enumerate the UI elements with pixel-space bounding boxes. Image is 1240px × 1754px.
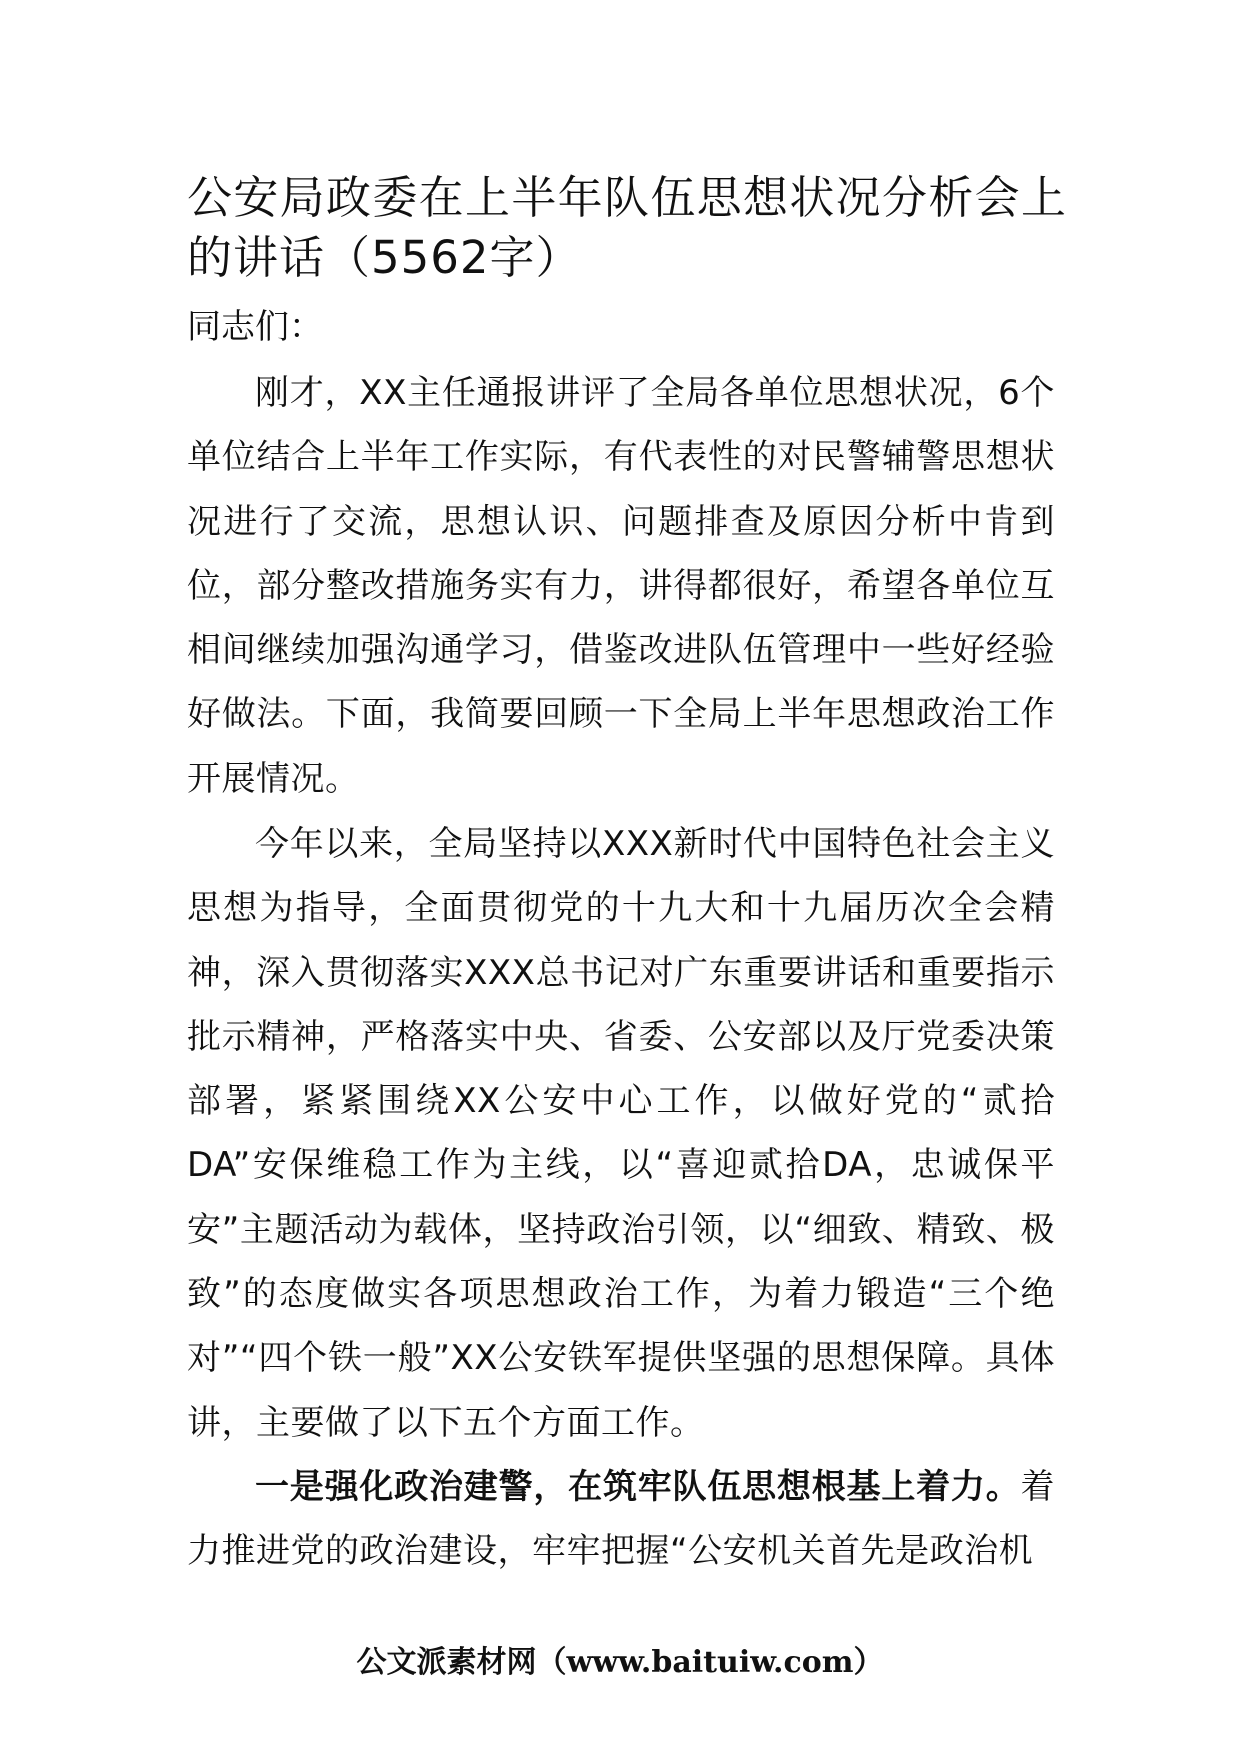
paragraph: 刚才，XX主任通报讲评了全局各单位思想状况，6个单位结合上半年工作实际，有代表性的对民警辅警思想状况进行了交流，思想认识、问题排查及原因分析中肯到位，部分整改措施务实有力，讲得都很好，希望各单位互相间继续加强沟通学习，借鉴改进队伍管理中一些好经验好做法。下面，我简要回顾一下全局上半年思想政治工作开展情况。	[187, 373, 1055, 799]
footer-watermark: 公文派素材网（www.baituiw.com）	[356, 1645, 884, 1680]
paragraph: 今年以来，全局坚持以XXX新时代中国特色社会主义思想为指导，全面贯彻党的十九大和十九届历次全会精神，深入贯彻落实XXX总书记对广东重要讲话和重要指示批示精神，严格落实中央、省委、公安部以及厅党委决策部署，紧紧围绕XX公安中心工作，以做好党的“贰拾DA”安保维稳工作为主线，以“喜迎贰拾DA，忠诚保平安”主题活动为载体，坚持政治引领，以“细致、精致、极致”的态度做实各项思想政治工作，为着力锻造“三个绝对”“四个铁一般”XX公安铁军提供坚强的思想保障。具体讲，主要做了以下五个方面工作。	[187, 824, 1055, 1443]
salutation: 同志们：	[187, 307, 323, 347]
paragraph-body: 着力推进党的政治建设，牢牢把握“公安机关首先是政治机	[187, 1467, 1055, 1572]
paragraph-lead: 一是强化政治建警，在筑牢队伍思想根基上着力。	[255, 1467, 1021, 1507]
document-title: 公安局政委在上半年队伍思想状况分析会上的讲话（5562字）	[187, 171, 1067, 284]
paragraph	[187, 1455, 1055, 1584]
